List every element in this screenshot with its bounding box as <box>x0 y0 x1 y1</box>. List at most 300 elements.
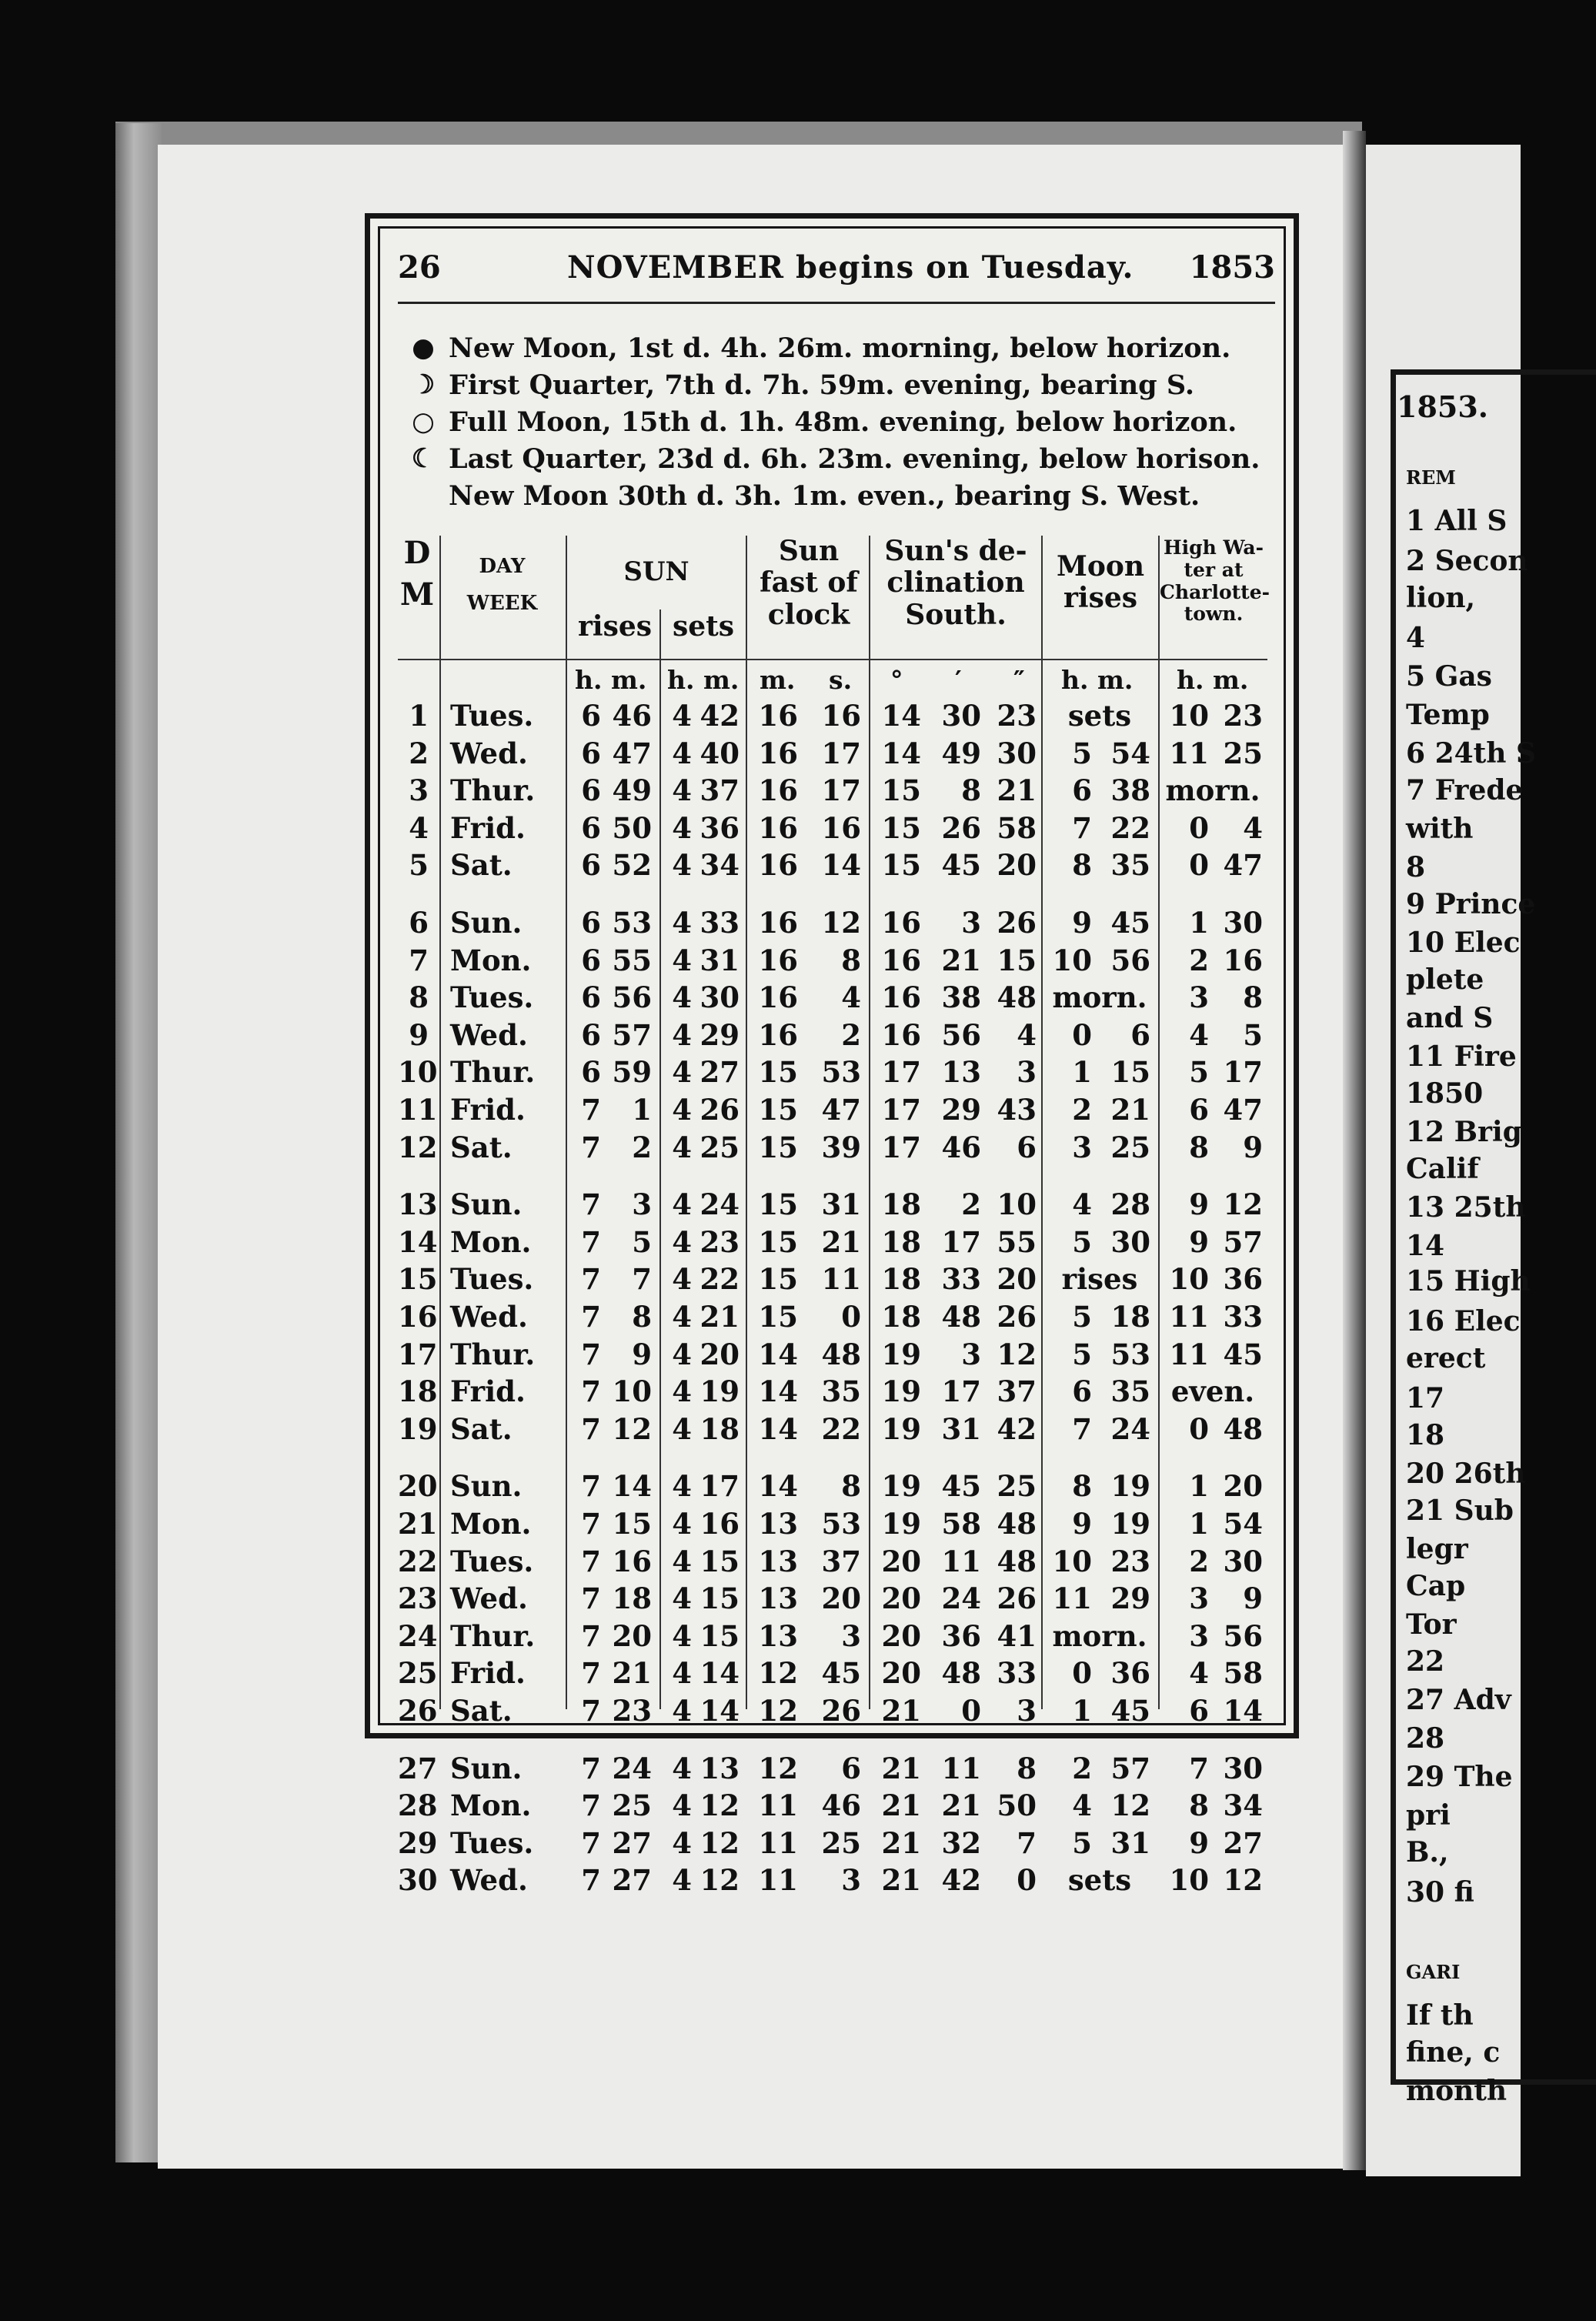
cell-set-h: 4 <box>672 1469 692 1504</box>
phase-text: New Moon, 1st d. 4h. 26m. morning, below horizon. <box>449 332 1231 364</box>
cell-day: 1 <box>409 699 429 733</box>
cell-weekday: Frid. <box>450 1093 526 1127</box>
cell-rise-m: 27 <box>612 1863 652 1898</box>
cell-fast-s: 2 <box>841 1017 861 1052</box>
col-head-decl-3: South. <box>905 598 1007 631</box>
cell-decl-deg: 17 <box>881 1055 921 1090</box>
cell-rise-h: 7 <box>581 1337 601 1371</box>
right-page-line: If th <box>1406 1999 1474 2032</box>
right-page-line: erect <box>1406 1342 1486 1374</box>
cell-day: 13 <box>398 1187 438 1222</box>
cell-decl-min: 49 <box>941 736 981 770</box>
cell-decl-deg: 20 <box>881 1656 921 1691</box>
cell-weekday: Mon. <box>450 1788 532 1823</box>
right-page-line: Cap <box>1406 1570 1466 1602</box>
right-page-line: 27 Adv <box>1406 1684 1511 1716</box>
cell-moon-m: 56 <box>1110 943 1150 977</box>
cell-set-h: 4 <box>672 943 692 977</box>
col-head-moon-1: Moon <box>1056 550 1145 583</box>
cell-moon-m: 22 <box>1110 810 1150 845</box>
cell-fast-s: 21 <box>821 1224 861 1259</box>
col-rule-1 <box>439 536 441 1709</box>
right-page-line: 13 25th <box>1406 1191 1526 1224</box>
page-title: NOVEMBER begins on Tuesday. <box>567 249 1134 286</box>
phase-line <box>407 480 1270 517</box>
cell-decl-deg: 19 <box>881 1411 921 1446</box>
col-head-sun-label: SUN <box>623 556 689 587</box>
cell-set-h: 4 <box>672 1863 692 1898</box>
cell-decl-min: 45 <box>941 848 981 883</box>
cell-rise-m: 18 <box>612 1581 652 1616</box>
cell-moon-m: 36 <box>1110 1656 1150 1691</box>
cell-decl-deg: 18 <box>881 1262 921 1297</box>
cell-day: 10 <box>398 1055 438 1090</box>
cell-rise-m: 56 <box>612 980 652 1015</box>
cell-set-h: 4 <box>672 1055 692 1090</box>
cell-fast-s: 53 <box>821 1055 861 1090</box>
col-rule-4 <box>746 536 747 1709</box>
cell-fast-m: 11 <box>758 1825 798 1860</box>
cell-decl-min: 21 <box>941 943 981 977</box>
cell-moon-m: 38 <box>1110 773 1150 808</box>
cell-decl-sec: 30 <box>997 736 1037 770</box>
cell-weekday: Wed. <box>450 1863 528 1898</box>
cell-day: 30 <box>398 1863 438 1898</box>
cell-weekday: Wed. <box>450 1300 528 1334</box>
right-page-year: 1853. <box>1397 389 1488 424</box>
right-page-line: fine, c <box>1406 2036 1501 2069</box>
cell-hw-h: morn. <box>1165 773 1260 808</box>
cell-moon-m: 35 <box>1110 848 1150 883</box>
cell-set-h: 4 <box>672 1825 692 1860</box>
cell-hw-m: 4 <box>1243 810 1263 845</box>
right-page-line: 28 <box>1406 1722 1445 1755</box>
cell-set-m: 12 <box>700 1825 740 1860</box>
col-head-decl-1: Sun's de- <box>884 535 1027 567</box>
right-page-line: legr <box>1406 1533 1468 1565</box>
cell-set-h: 4 <box>672 980 692 1015</box>
cell-moon-h: morn. <box>1052 980 1147 1015</box>
cell-set-h: 4 <box>672 1224 692 1259</box>
col-head-day-week <box>442 556 562 616</box>
cell-rise-h: 7 <box>581 1224 601 1259</box>
cell-decl-sec: 8 <box>1017 1751 1037 1785</box>
cell-weekday: Thur. <box>450 1337 536 1371</box>
cell-set-h: 4 <box>672 1300 692 1334</box>
cell-decl-min: 32 <box>941 1825 981 1860</box>
cell-day: 17 <box>398 1337 438 1371</box>
cell-hw-m: 27 <box>1223 1825 1263 1860</box>
unit-rise: h. m. <box>575 665 647 695</box>
cell-moon-h: 4 <box>1072 1788 1092 1823</box>
cell-decl-sec: 4 <box>1017 1017 1037 1052</box>
cell-set-m: 30 <box>700 980 740 1015</box>
cell-fast-s: 11 <box>821 1262 861 1297</box>
cell-decl-min: 33 <box>941 1262 981 1297</box>
cell-hw-h: 3 <box>1189 1581 1209 1616</box>
cell-decl-deg: 14 <box>881 736 921 770</box>
cell-fast-s: 0 <box>841 1300 861 1334</box>
cell-rise-h: 7 <box>581 1544 601 1578</box>
cell-day: 28 <box>398 1788 438 1823</box>
col-rule-2 <box>566 536 567 1709</box>
cell-hw-m: 12 <box>1223 1863 1263 1898</box>
cell-fast-m: 16 <box>758 906 798 940</box>
cell-decl-deg: 21 <box>881 1825 921 1860</box>
cell-rise-m: 15 <box>612 1507 652 1541</box>
cell-fast-m: 14 <box>758 1374 798 1409</box>
right-page-line: 15 High <box>1406 1265 1531 1297</box>
unit-minute: ′ <box>955 665 962 695</box>
cell-moon-m: 21 <box>1110 1093 1150 1127</box>
cell-fast-s: 6 <box>841 1751 861 1785</box>
cell-fast-m: 16 <box>758 980 798 1015</box>
cell-hw-h: 11 <box>1169 1337 1209 1371</box>
cell-fast-s: 39 <box>821 1130 861 1164</box>
unit-degree: ° <box>890 665 903 695</box>
cell-decl-deg: 16 <box>881 943 921 977</box>
cell-fast-s: 14 <box>821 848 861 883</box>
cell-decl-min: 0 <box>961 1694 981 1728</box>
cell-hw-m: 57 <box>1223 1224 1263 1259</box>
cell-fast-m: 15 <box>758 1187 798 1222</box>
cell-hw-m: 33 <box>1223 1300 1263 1334</box>
cell-day: 15 <box>398 1262 438 1297</box>
cell-fast-m: 11 <box>758 1788 798 1823</box>
cell-fast-s: 8 <box>841 943 861 977</box>
cell-rise-m: 52 <box>612 848 652 883</box>
cell-hw-m: 16 <box>1223 943 1263 977</box>
cell-hw-h: 10 <box>1169 699 1209 733</box>
cell-decl-deg: 18 <box>881 1224 921 1259</box>
cell-fast-m: 12 <box>758 1694 798 1728</box>
phase-line <box>407 443 1270 480</box>
phase-line <box>407 369 1270 406</box>
cell-set-m: 16 <box>700 1507 740 1541</box>
cell-moon-h: 8 <box>1072 1469 1092 1504</box>
cell-hw-m: 47 <box>1223 1093 1263 1127</box>
cell-decl-sec: 6 <box>1017 1130 1037 1164</box>
almanac-table <box>398 535 1270 1898</box>
unit-fast-m: m. <box>760 665 796 695</box>
cell-fast-m: 15 <box>758 1224 798 1259</box>
cell-hw-h: 3 <box>1189 980 1209 1015</box>
cell-weekday: Wed. <box>450 1581 528 1616</box>
cell-rise-h: 6 <box>581 1017 601 1052</box>
phase-text: New Moon 30th d. 3h. 1m. even., bearing S. West. <box>449 480 1200 512</box>
cell-fast-m: 13 <box>758 1544 798 1578</box>
right-page-line: 29 The <box>1406 1761 1513 1793</box>
cell-hw-h: 0 <box>1189 1411 1209 1446</box>
right-page-line: lion, <box>1406 582 1476 614</box>
cell-fast-s: 45 <box>821 1656 861 1691</box>
cell-set-h: 4 <box>672 1374 692 1409</box>
cell-day: 24 <box>398 1618 438 1653</box>
col-head-decl-2: clination <box>886 566 1025 599</box>
cell-weekday: Sat. <box>450 848 513 883</box>
cell-set-h: 4 <box>672 1751 692 1785</box>
cell-hw-h: 11 <box>1169 1300 1209 1334</box>
cell-fast-m: 13 <box>758 1618 798 1653</box>
cell-fast-s: 16 <box>821 699 861 733</box>
cell-rise-h: 7 <box>581 1130 601 1164</box>
col-head-hw-3: Charlotte- <box>1160 580 1270 603</box>
cell-rise-m: 2 <box>632 1130 652 1164</box>
cell-moon-m: 19 <box>1110 1469 1150 1504</box>
cell-set-m: 37 <box>700 773 740 808</box>
cell-rise-m: 50 <box>612 810 652 845</box>
cell-decl-min: 3 <box>961 1337 981 1371</box>
cell-weekday: Wed. <box>450 1017 528 1052</box>
cell-fast-m: 16 <box>758 773 798 808</box>
cell-rise-h: 7 <box>581 1694 601 1728</box>
cell-day: 25 <box>398 1656 438 1691</box>
cell-set-m: 33 <box>700 906 740 940</box>
cell-hw-h: 9 <box>1189 1224 1209 1259</box>
cell-rise-m: 57 <box>612 1017 652 1052</box>
cell-decl-min: 21 <box>941 1788 981 1823</box>
cell-day: 4 <box>409 810 429 845</box>
cell-moon-m: 15 <box>1110 1055 1150 1090</box>
cell-set-m: 17 <box>700 1469 740 1504</box>
cell-decl-sec: 43 <box>997 1093 1037 1127</box>
cell-decl-sec: 37 <box>997 1374 1037 1409</box>
right-page-line: 10 Elec <box>1406 927 1521 959</box>
cell-decl-deg: 16 <box>881 980 921 1015</box>
cell-moon-h: 7 <box>1072 1411 1092 1446</box>
phase-text: First Quarter, 7th d. 7h. 59m. evening, bearing S. <box>449 369 1195 401</box>
cell-set-m: 25 <box>700 1130 740 1164</box>
cell-decl-min: 26 <box>941 810 981 845</box>
cell-day: 6 <box>409 906 429 940</box>
cell-moon-h: 6 <box>1072 1374 1092 1409</box>
cell-moon-m: 19 <box>1110 1507 1150 1541</box>
col-head-fast-1: Sun <box>778 535 840 567</box>
cell-day: 2 <box>409 736 429 770</box>
cell-set-h: 4 <box>672 1507 692 1541</box>
cell-fast-s: 17 <box>821 773 861 808</box>
header-year: 1853 <box>1189 249 1275 286</box>
right-page-line: 9 Prince <box>1406 888 1536 920</box>
cell-decl-deg: 15 <box>881 848 921 883</box>
cell-fast-m: 15 <box>758 1130 798 1164</box>
phase-text: Last Quarter, 23d d. 6h. 23m. evening, below horison. <box>449 443 1260 475</box>
cell-rise-h: 7 <box>581 1300 601 1334</box>
cell-decl-sec: 21 <box>997 773 1037 808</box>
cell-rise-m: 49 <box>612 773 652 808</box>
right-page-line: 22 <box>1406 1645 1445 1678</box>
right-page-line: with <box>1406 813 1474 845</box>
cell-rise-h: 6 <box>581 980 601 1015</box>
header-rule <box>398 302 1275 304</box>
right-page-line: B., <box>1406 1836 1449 1868</box>
cell-rise-h: 7 <box>581 1469 601 1504</box>
cell-moon-m: 54 <box>1110 736 1150 770</box>
cell-set-m: 27 <box>700 1055 740 1090</box>
cell-moon-m: 23 <box>1110 1544 1150 1578</box>
cell-set-m: 31 <box>700 943 740 977</box>
cell-rise-m: 53 <box>612 906 652 940</box>
cell-fast-m: 16 <box>758 848 798 883</box>
right-page-line: 2 Secon <box>1406 545 1528 577</box>
moon-phases <box>407 332 1270 517</box>
cell-fast-m: 16 <box>758 1017 798 1052</box>
cell-moon-h: 11 <box>1052 1581 1092 1616</box>
cell-weekday: Sun. <box>450 1469 523 1504</box>
cell-set-h: 4 <box>672 1130 692 1164</box>
cell-decl-sec: 20 <box>997 848 1037 883</box>
cell-moon-h: 1 <box>1072 1694 1092 1728</box>
cell-decl-sec: 48 <box>997 980 1037 1015</box>
cell-hw-m: 56 <box>1223 1618 1263 1653</box>
cell-moon-h: 9 <box>1072 906 1092 940</box>
cell-moon-m: 57 <box>1110 1751 1150 1785</box>
cell-weekday: Tues. <box>450 1825 534 1860</box>
cell-decl-deg: 17 <box>881 1130 921 1164</box>
cell-hw-m: 47 <box>1223 848 1263 883</box>
cell-fast-s: 3 <box>841 1618 861 1653</box>
cell-hw-m: 14 <box>1223 1694 1263 1728</box>
cell-set-m: 29 <box>700 1017 740 1052</box>
page-number: 26 <box>398 249 441 286</box>
cell-hw-m: 54 <box>1223 1507 1263 1541</box>
cell-decl-deg: 21 <box>881 1694 921 1728</box>
cell-decl-sec: 7 <box>1017 1825 1037 1860</box>
cell-weekday: Mon. <box>450 1224 532 1259</box>
cell-hw-m: 36 <box>1223 1262 1263 1297</box>
cell-hw-m: 58 <box>1223 1656 1263 1691</box>
cell-set-m: 15 <box>700 1581 740 1616</box>
cell-hw-h: 4 <box>1189 1017 1209 1052</box>
cell-hw-h: 7 <box>1189 1751 1209 1785</box>
cell-set-m: 26 <box>700 1093 740 1127</box>
cell-decl-sec: 0 <box>1017 1863 1037 1898</box>
col-head-fast-3: clock <box>767 598 850 631</box>
cell-day: 11 <box>398 1093 438 1127</box>
cell-decl-deg: 19 <box>881 1507 921 1541</box>
cell-moon-m: 29 <box>1110 1581 1150 1616</box>
cell-fast-m: 12 <box>758 1751 798 1785</box>
cell-rise-m: 3 <box>632 1187 652 1222</box>
cell-hw-m: 34 <box>1223 1788 1263 1823</box>
cell-fast-m: 15 <box>758 1262 798 1297</box>
cell-decl-deg: 20 <box>881 1581 921 1616</box>
cell-rise-h: 7 <box>581 1656 601 1691</box>
cell-decl-min: 48 <box>941 1656 981 1691</box>
col-head-dm <box>398 536 436 613</box>
cell-rise-h: 7 <box>581 1374 601 1409</box>
cell-decl-min: 2 <box>961 1187 981 1222</box>
cell-hw-h: 3 <box>1189 1618 1209 1653</box>
cell-rise-m: 25 <box>612 1788 652 1823</box>
cell-hw-m: 48 <box>1223 1411 1263 1446</box>
cell-weekday: Mon. <box>450 1507 532 1541</box>
cell-rise-m: 21 <box>612 1656 652 1691</box>
cell-rise-h: 7 <box>581 1618 601 1653</box>
cell-fast-s: 8 <box>841 1469 861 1504</box>
cell-set-m: 24 <box>700 1187 740 1222</box>
cell-hw-h: 1 <box>1189 1507 1209 1541</box>
col-head-week: WEEK <box>466 591 538 615</box>
right-page-line: 14 <box>1406 1230 1445 1262</box>
right-page-line: 30 fi <box>1406 1876 1474 1909</box>
right-page-line: 17 <box>1406 1382 1445 1414</box>
cell-moon-m: 45 <box>1110 1694 1150 1728</box>
cell-decl-sec: 41 <box>997 1618 1037 1653</box>
last-quarter-icon: ☾ <box>411 443 436 474</box>
cell-decl-min: 58 <box>941 1507 981 1541</box>
cell-set-m: 18 <box>700 1411 740 1446</box>
right-page-line: 11 Fire <box>1406 1040 1517 1073</box>
cell-decl-min: 46 <box>941 1130 981 1164</box>
cell-hw-m: 30 <box>1223 906 1263 940</box>
cell-hw-h: 9 <box>1189 1187 1209 1222</box>
right-page-line: and S <box>1406 1002 1494 1034</box>
cell-decl-min: 56 <box>941 1017 981 1052</box>
full-moon-icon: ○ <box>412 406 435 437</box>
right-page-line: 4 <box>1406 622 1426 654</box>
cell-decl-deg: 16 <box>881 906 921 940</box>
cell-fast-s: 12 <box>821 906 861 940</box>
col-head-declination <box>872 536 1040 631</box>
cell-rise-m: 14 <box>612 1469 652 1504</box>
cell-moon-m: 35 <box>1110 1374 1150 1409</box>
right-page-line: 21 Sub <box>1406 1494 1514 1527</box>
cell-set-m: 19 <box>700 1374 740 1409</box>
right-page-line: 8 <box>1406 851 1426 883</box>
cell-hw-h: 6 <box>1189 1694 1209 1728</box>
cell-decl-sec: 26 <box>997 1300 1037 1334</box>
cell-set-h: 4 <box>672 1656 692 1691</box>
cell-moon-h: 7 <box>1072 810 1092 845</box>
cell-rise-m: 55 <box>612 943 652 977</box>
right-page-line: Temp <box>1406 699 1490 731</box>
right-page-line: 12 Brig <box>1406 1116 1522 1148</box>
cell-hw-m: 20 <box>1223 1469 1263 1504</box>
cell-set-m: 14 <box>700 1656 740 1691</box>
cell-set-m: 36 <box>700 810 740 845</box>
first-quarter-icon: ☽ <box>411 369 436 400</box>
cell-moon-m: 18 <box>1110 1300 1150 1334</box>
cell-rise-m: 5 <box>632 1224 652 1259</box>
cell-decl-min: 24 <box>941 1581 981 1616</box>
col-head-day: DAY <box>479 555 526 578</box>
cell-rise-m: 16 <box>612 1544 652 1578</box>
col-head-fast <box>749 536 869 631</box>
right-page-line: Calif <box>1406 1153 1479 1185</box>
cell-weekday: Thur. <box>450 773 536 808</box>
cell-rise-h: 6 <box>581 773 601 808</box>
cell-fast-m: 16 <box>758 943 798 977</box>
cell-decl-min: 11 <box>941 1751 981 1785</box>
col-rule-6 <box>1041 536 1043 1709</box>
cell-moon-h: 3 <box>1072 1130 1092 1164</box>
cell-moon-m: 25 <box>1110 1130 1150 1164</box>
cell-day: 21 <box>398 1507 438 1541</box>
cell-hw-h: 2 <box>1189 943 1209 977</box>
cell-moon-m: 30 <box>1110 1224 1150 1259</box>
cell-day: 5 <box>409 848 429 883</box>
cell-weekday: Sun. <box>450 1187 523 1222</box>
cell-decl-deg: 20 <box>881 1544 921 1578</box>
cell-fast-m: 13 <box>758 1581 798 1616</box>
cell-day: 23 <box>398 1581 438 1616</box>
cell-weekday: Frid. <box>450 1374 526 1409</box>
cell-rise-h: 6 <box>581 906 601 940</box>
cell-rise-m: 59 <box>612 1055 652 1090</box>
cell-set-h: 4 <box>672 1544 692 1578</box>
phase-line <box>407 332 1270 369</box>
